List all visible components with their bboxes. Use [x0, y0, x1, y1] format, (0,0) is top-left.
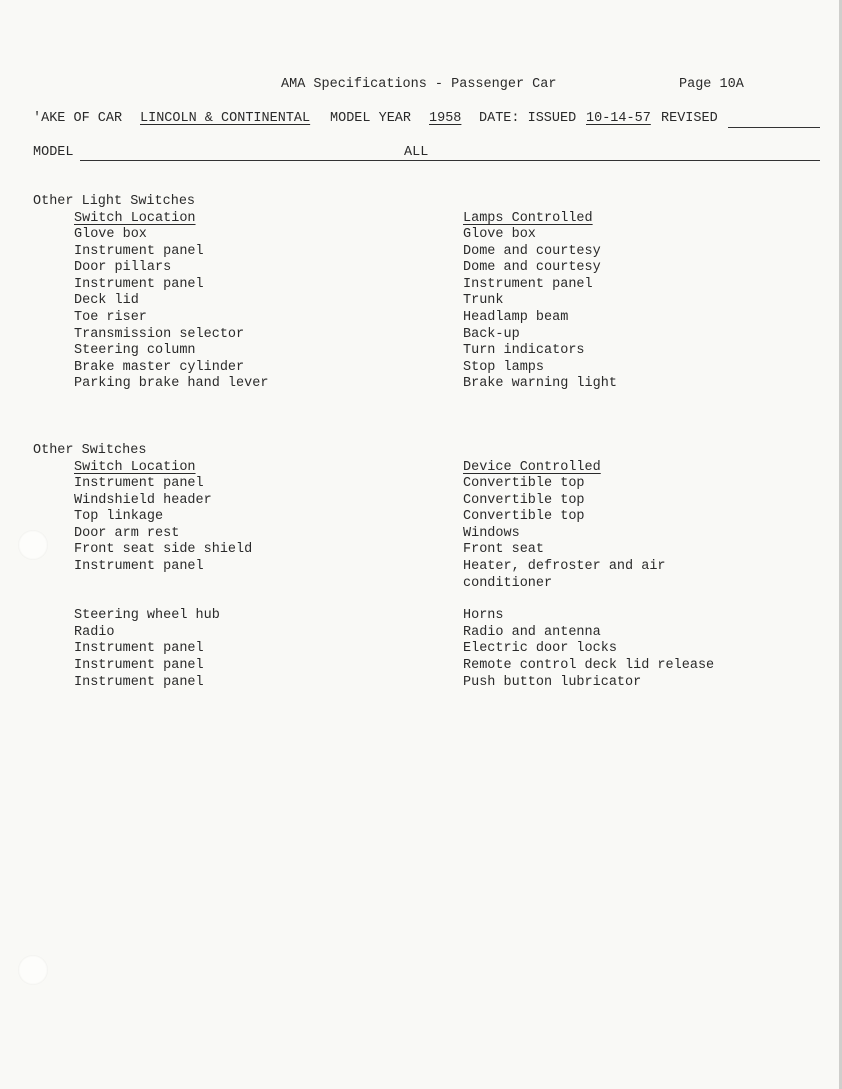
switch-location: Instrument panel [74, 558, 204, 574]
lamp-controlled: Glove box [463, 227, 536, 242]
lamp-controlled: Brake warning light [463, 376, 617, 392]
device-controlled: Front seat [463, 542, 545, 558]
date-issued-label: DATE: ISSUED [479, 111, 577, 126]
light-switch-location: Toe riser [74, 309, 147, 325]
other-switches-device-header: Device Controlled [463, 460, 601, 475]
switch-location: Instrument panel [74, 641, 204, 657]
other-switch-locations [74, 476, 314, 691]
light-switch-location: Transmission selector [74, 326, 245, 342]
light-switch-location: Instrument panel [74, 276, 204, 292]
switch-location: Radio [74, 624, 115, 640]
switch-location: Instrument panel [74, 476, 204, 491]
revised-label: REVISED [661, 111, 718, 126]
device-controlled: Remote control deck lid release [463, 657, 715, 673]
punch-hole [18, 530, 48, 560]
lamp-controlled: Dome and courtesy [463, 260, 601, 276]
light-switch-location: Instrument panel [74, 243, 204, 259]
punch-hole [18, 955, 48, 985]
lamp-controlled: Stop lamps [463, 359, 545, 375]
date-issued-value: 10-14-57 [586, 111, 651, 126]
other-switches-section-title: Other Switches [33, 443, 147, 458]
lamp-controlled: Dome and courtesy [463, 243, 601, 259]
light-switches-lamps-header: Lamps Controlled [463, 211, 593, 226]
device-controlled: Convertible top [463, 492, 585, 508]
lamp-controlled: Back-up [463, 326, 520, 342]
light-switch-location: Door pillars [74, 260, 172, 276]
device-controlled: Electric door locks [463, 641, 617, 657]
device-controlled: Convertible top [463, 509, 585, 525]
model-year-label: MODEL YEAR [330, 111, 412, 126]
revised-underline [728, 127, 820, 128]
device-controlled: Horns [463, 608, 504, 624]
lamp-controlled: Headlamp beam [463, 309, 569, 325]
switch-location: Steering wheel hub [74, 608, 220, 624]
light-switch-location: Steering column [74, 343, 196, 359]
switch-location: Windshield header [74, 492, 212, 508]
device-controlled: Convertible top [463, 476, 585, 491]
device-controlled-list [463, 476, 714, 691]
model-underline [80, 160, 820, 161]
lamp-controlled: Turn indicators [463, 343, 585, 359]
switch-location: Door arm rest [74, 525, 180, 541]
lamp-controlled: Trunk [463, 293, 504, 309]
light-switch-location: Glove box [74, 227, 147, 242]
switch-location: Front seat side shield [74, 542, 253, 558]
model-label: MODEL [33, 145, 74, 160]
page-number: Page 10A [679, 77, 744, 92]
light-switches-location-header: Switch Location [74, 211, 196, 226]
light-switch-location: Deck lid [74, 293, 139, 309]
light-switch-location: Brake master cylinder [74, 359, 245, 375]
switch-location: Top linkage [74, 509, 164, 525]
model-value: ALL [404, 145, 429, 160]
device-controlled: Push button lubricator [463, 674, 642, 690]
light-switch-location: Parking brake hand lever [74, 376, 269, 392]
light-switches-section-title: Other Light Switches [33, 194, 196, 209]
lamp-controlled: Instrument panel [463, 276, 593, 292]
make-label: 'AKE OF CAR [33, 111, 123, 126]
lamps-controlled-list [463, 227, 617, 393]
model-year-value: 1958 [429, 111, 462, 126]
document-title: AMA Specifications - Passenger Car [281, 77, 557, 92]
other-switches-location-header: Switch Location [74, 460, 196, 475]
device-controlled: Radio and antenna [463, 624, 601, 640]
make-value: LINCOLN & CONTINENTAL [140, 111, 311, 126]
device-controlled: Windows [463, 525, 520, 541]
device-controlled: Heater, defroster and air conditioner [463, 558, 666, 591]
switch-location: Instrument panel [74, 674, 204, 690]
switch-location: Instrument panel [74, 657, 204, 673]
light-switch-locations [74, 227, 268, 393]
